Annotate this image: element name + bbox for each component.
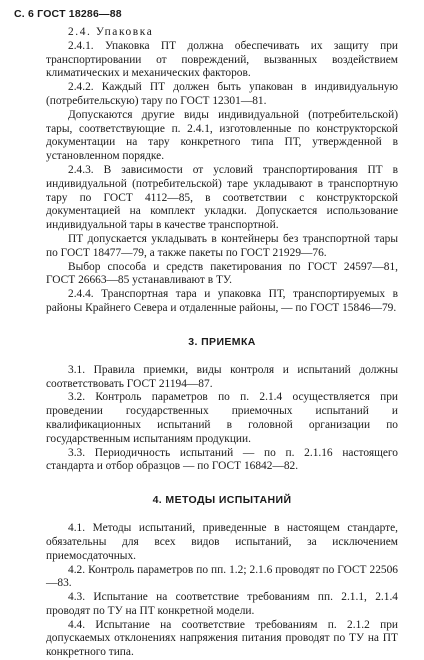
paragraph-2-4-3-packaging-choice: Выбор способа и средств пакетирования по ГОСТ 24597—81, ГОСТ 26663—85 устанавливают в ТУ. (46, 260, 398, 287)
paragraph-3-1: 3.1. Правила приемки, виды контроля и испытаний должны соответствовать ГОСТ 21194—87. (46, 363, 398, 390)
paragraph-2-4-4: 2.4.4. Транспортная тара и упаковка ПТ, транспортируемых в районы Крайнего Севера и отдаленные районы, — по ГОСТ 15846—79. (46, 288, 398, 314)
section-title-acceptance: 3. ПРИЕМКА (188, 335, 256, 348)
heading-packaging: 2.4. Упаковка (68, 26, 154, 38)
paragraph-2-4-1: 2.4.1. Упаковка ПТ должна обеспечивать их защиту при транспортировании от повреждений, вызванных воздействием климатических и механических факторов. (46, 39, 398, 80)
paragraph-2-4-3-containers: ПТ допускается укладывать в контейнеры без транспортной тары по ГОСТ 18477—79, а также пакеты по ГОСТ 21929—76. (46, 232, 398, 259)
paragraph-4-2: 4.2. Контроль параметров по пп. 1.2; 2.1.6 проводят по ГОСТ 22506—83. (46, 563, 398, 590)
paragraph-4-3: 4.3. Испытание на соответствие требованиям пп. 2.1.1, 2.1.4 проводят по ТУ на ПТ конкретной модели. (46, 591, 398, 617)
document-body (46, 26, 398, 660)
paragraph-3-3: 3.3. Периодичность испытаний — по п. 2.1.16 настоящего стандарта и отбор образцов — по ГОСТ 16842—82. (46, 446, 398, 473)
paragraph-2-4-3: 2.4.3. В зависимости от условий транспортирования ПТ в индивидуальной (потребительской) таре укладывают в транспортную тару по ГОСТ 4112—85, в соответствии с конструкторской документацией на комплект укладки. Допускается использование индивидуальной тары в качестве транспортной. (46, 163, 398, 232)
section-title-test-methods: 4. МЕТОДЫ ИСПЫТАНИЙ (152, 494, 292, 507)
page-header: С. 6 ГОСТ 18286—88 (14, 8, 122, 20)
paragraph-2-4-2: 2.4.2. Каждый ПТ должен быть упакован в индивидуальную (потребительскую) тару по ГОСТ 12301—81. (46, 81, 398, 107)
paragraph-4-4: 4.4. Испытание на соответствие требованиям п. 2.1.2 при допускаемых отклонениях напряжения питания проводят по ТУ на ПТ конкретного типа. (46, 618, 398, 659)
paragraph-3-2: 3.2. Контроль параметров по п. 2.1.4 осуществляется при проведении государственных приемочных испытаний и квалификационных испытаний в головной организации по государственным испытаниям продукции. (46, 391, 398, 445)
paragraph-2-4-2-continued: Допускаются другие виды индивидуальной (потребительской) тары, соответствующие п. 2.4.1, изготовленные по конструкторской документации на тару конкретного типа ПТ, утвержденной в установленном порядке. (46, 108, 398, 163)
paragraph-4-1: 4.1. Методы испытаний, приведенные в настоящем стандарте, обязательны для всех видов испытаний, за исключением приемосдаточных. (46, 522, 398, 562)
